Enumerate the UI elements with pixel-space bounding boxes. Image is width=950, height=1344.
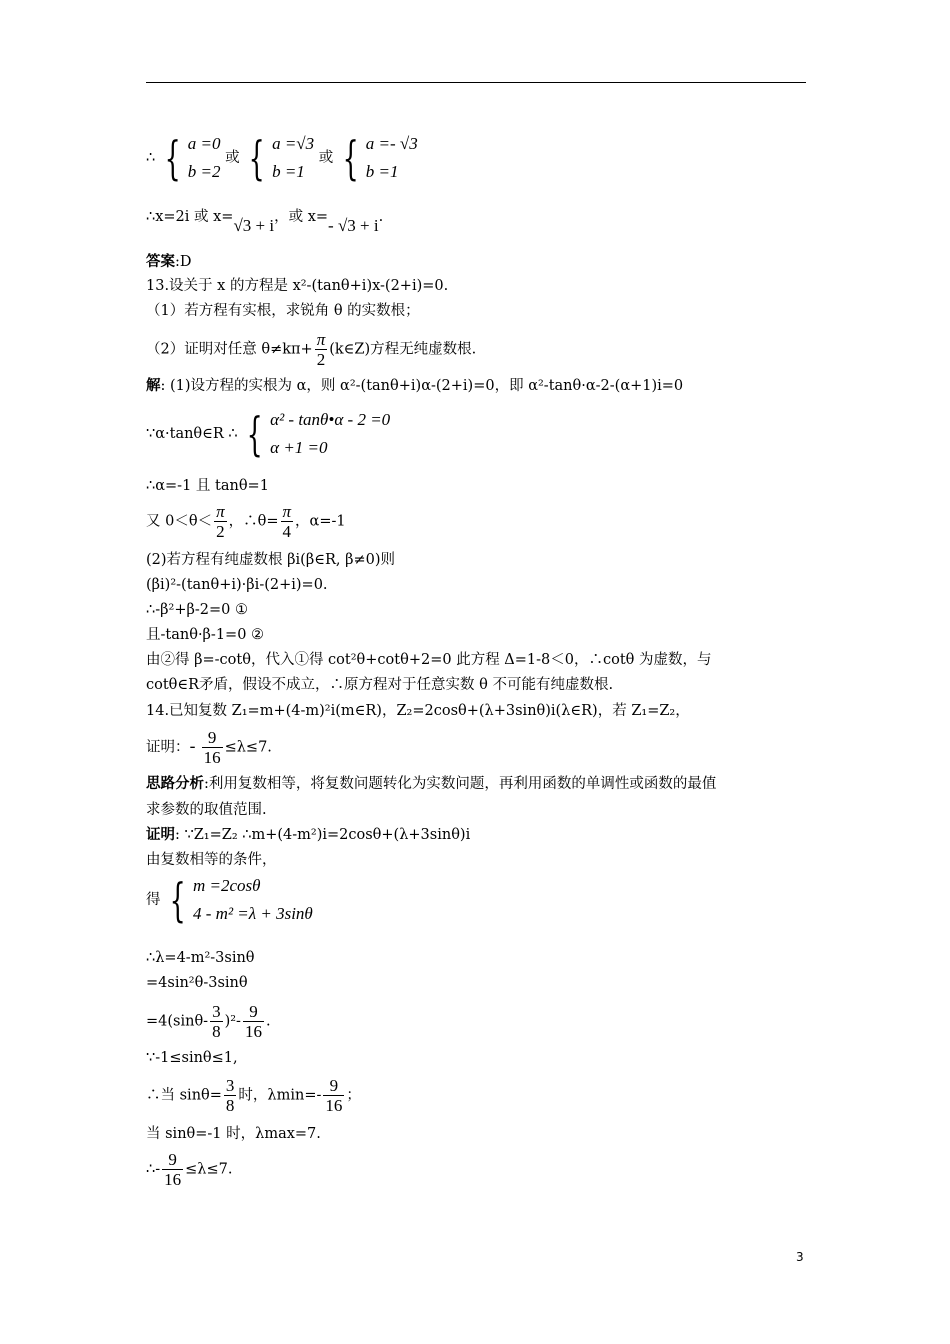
approach-line-2: 求参数的取值范围. bbox=[146, 802, 267, 818]
lambda-expr-1: ∴λ=4-m²-3sinθ bbox=[146, 950, 255, 966]
system-3: a =- √3 b =1 bbox=[365, 134, 418, 181]
part2-substitute: (βi)²-(tanθ+i)·βi-(2+i)=0. bbox=[146, 577, 328, 593]
contradiction-line-1: 由②得 β=-cotθ，代入①得 cot²θ+cotθ+2=0 此方程 Δ=1-8＜0，∴cotθ 为虚数，与 bbox=[146, 652, 712, 668]
equation-2: 且-tanθ·β-1=0 ② bbox=[146, 627, 265, 643]
system-1: a =0 b =2 bbox=[187, 134, 221, 181]
answer-line bbox=[146, 252, 192, 272]
fraction: $\frac{9}{16}$ bbox=[203, 728, 221, 767]
answer-label: 答案 bbox=[146, 253, 175, 270]
fraction: $\frac{3}{8}$ bbox=[225, 1076, 235, 1115]
problem-13-title: 13.设关于 x 的方程是 x²-(tanθ+i)x-(2+i)=0. bbox=[146, 278, 449, 294]
problem-13-part2: （2）证明对任意 θ≠kπ+ $\frac{\pi}{2}$ (k∈Z)方程无纯虚数根. bbox=[146, 330, 477, 369]
left-brace: { bbox=[169, 873, 186, 927]
left-brace: { bbox=[246, 407, 263, 461]
page-number: 3 bbox=[796, 1250, 804, 1264]
proof-label: 证明 bbox=[146, 826, 175, 843]
equation-1: ∴-β²+β-2=0 ① bbox=[146, 602, 248, 618]
system-2: a =√3 b =1 bbox=[272, 134, 315, 181]
left-brace: { bbox=[342, 131, 359, 185]
left-brace: { bbox=[248, 131, 265, 185]
fraction: $\frac{9}{16}$ bbox=[325, 1076, 343, 1115]
therefore-symbol: ∴ bbox=[146, 150, 156, 166]
fraction: $\frac{\pi}{2}$ bbox=[216, 502, 225, 541]
m-system-line: 得 { m =2cosθ 4 - m² =λ + 3sinθ bbox=[146, 873, 313, 927]
lambda-expr-2: =4sin²θ-3sinθ bbox=[146, 975, 248, 991]
part2-assume: (2)若方程有纯虚数根 βi(β∈R, β≠0)则 bbox=[146, 552, 395, 568]
approach-line-1: 思路分析:利用复数相等，将复数问题转化为实数问题，再利用函数的单调性或函数的最值 bbox=[146, 775, 717, 792]
fraction: $\frac{9}{16}$ bbox=[164, 1150, 182, 1189]
solution-label: 解 bbox=[146, 377, 161, 394]
sin-range: ∵-1≤sinθ≤1, bbox=[146, 1050, 238, 1066]
answer-value: :D bbox=[175, 254, 192, 270]
fraction: $\frac{\pi}{2}$ bbox=[316, 330, 326, 369]
neg-sqrt3-plus-i: - √3 + i bbox=[328, 216, 379, 235]
or-word: 或 bbox=[318, 150, 334, 166]
alpha-system-line: ∵α·tanθ∈R ∴ { α² - tanθ•α - 2 =0 α +1 =0 bbox=[146, 407, 391, 461]
problem-13-part1: （1）若方程有实根，求锐角 θ 的实数根； bbox=[146, 303, 420, 319]
solution-x-line: ∴x=2i 或 x=√3 + i，或 x=- √3 + i. bbox=[146, 209, 384, 235]
approach-label: 思路分析 bbox=[146, 775, 204, 792]
solution-13-intro: 解: (1)设方程的实根为 α，则 α²-(tanθ+i)α-(2+i)=0，即 α²-tanθ·α-2-(α+1)i=0 bbox=[146, 377, 684, 394]
proof-line-2: 由复数相等的条件， bbox=[146, 852, 277, 868]
lambda-expr-3: =4(sinθ- $\frac{3}{8}$ )²- $\frac{9}{16}$ . bbox=[146, 1002, 271, 1041]
header-rule bbox=[146, 82, 806, 83]
solution-systems-line bbox=[146, 130, 418, 186]
m-system: m =2cosθ 4 - m² =λ + 3sinθ bbox=[193, 876, 313, 923]
lambda-min-line: ∴当 sinθ= $\frac{3}{8}$ 时，λmin=- $\frac{9}{16}$ ； bbox=[146, 1076, 361, 1115]
fraction: $\frac{9}{16}$ bbox=[244, 1002, 262, 1041]
proof-line-1: 证明: ∵Z₁=Z₂ ∴m+(4-m²)i=2cosθ+(λ+3sinθ)i bbox=[146, 826, 471, 843]
problem-14-title: 14.已知复数 Z₁=m+(4-m)²i(m∈R)，Z₂=2cosθ+(λ+3sinθ)i(λ∈R)，若 Z₁=Z₂， bbox=[146, 703, 690, 719]
alpha-result: ∴α=-1 且 tanθ=1 bbox=[146, 478, 269, 494]
fraction: $\frac{3}{8}$ bbox=[212, 1002, 221, 1041]
lambda-max-line: 当 sinθ=-1 时，λmax=7. bbox=[146, 1126, 321, 1142]
alpha-system: α² - tanθ•α - 2 =0 α +1 =0 bbox=[270, 410, 391, 457]
problem-14-claim: 证明：- $\frac{9}{16}$ ≤λ≤7. bbox=[146, 728, 272, 767]
contradiction-line-2: cotθ∈R矛盾，假设不成立，∴原方程对于任意实数 θ 不可能有纯虚数根. bbox=[146, 677, 614, 693]
sqrt3-plus-i: √3 + i bbox=[233, 216, 275, 235]
fraction: $\frac{\pi}{4}$ bbox=[282, 502, 292, 541]
conclusion-line: ∴- $\frac{9}{16}$ ≤λ≤7. bbox=[146, 1150, 233, 1189]
left-brace: { bbox=[164, 131, 181, 185]
theta-range-line: 又 0＜θ＜ $\frac{\pi}{2}$ ，∴θ= $\frac{\pi}{4}$ ，α=-1 bbox=[146, 502, 346, 541]
or-word: 或 bbox=[225, 150, 240, 166]
